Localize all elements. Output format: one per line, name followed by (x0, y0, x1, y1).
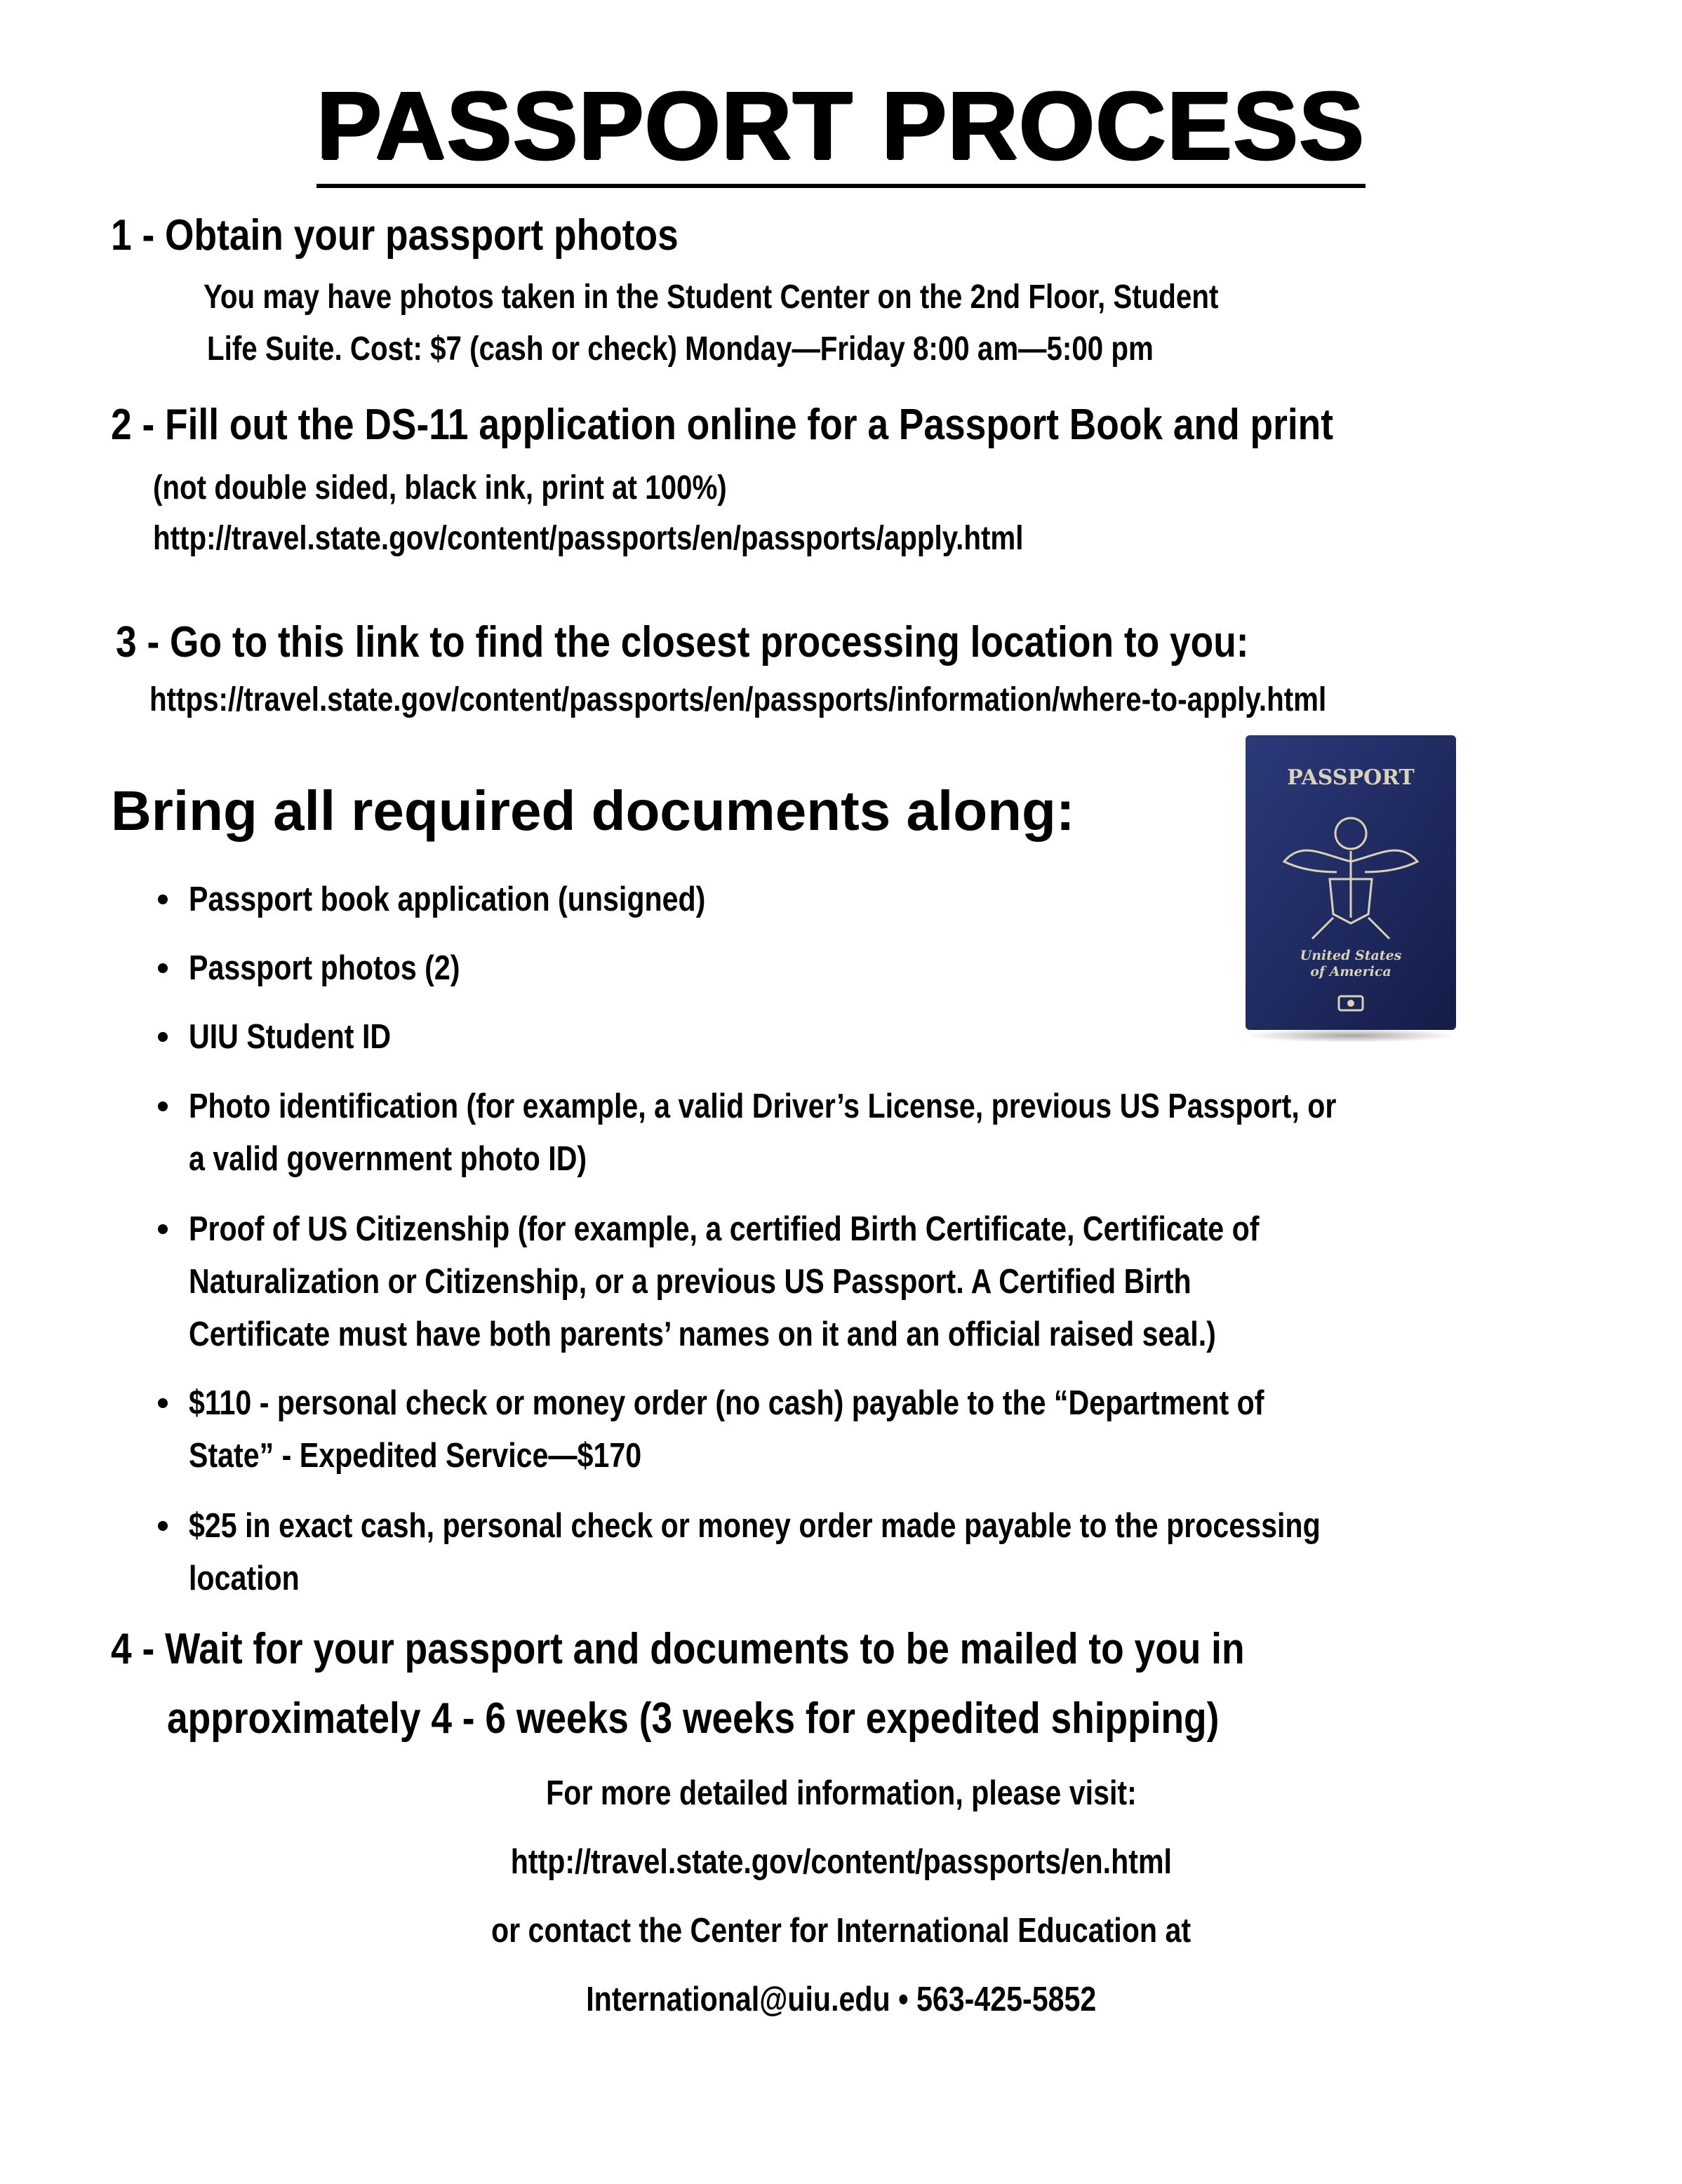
bullet-dot (158, 1032, 168, 1042)
step-2-note: (not double sided, black ink, print at 100%) (153, 469, 727, 507)
list-item-text: Proof of US Citizenship (for example, a certified Birth Certificate, Certificate of (189, 1210, 1260, 1248)
footer-contact-line: or contact the Center for International Education at (490, 1912, 1192, 1950)
bullet-dot (158, 1398, 168, 1408)
bullet-dot (158, 963, 168, 973)
list-item-text: Passport photos (2) (189, 949, 460, 987)
bullet-dot (158, 1521, 168, 1531)
step-3-heading: 3 - Go to this link to find the closest processing location to you: (116, 618, 1249, 666)
bullet-dot (158, 895, 168, 904)
list-item-text: Certificate must have both parents’ names on it and an official raised seal.) (189, 1315, 1216, 1353)
bullet-dot (158, 1224, 168, 1234)
step-2-heading: 2 - Fill out the DS-11 application online for a Passport Book and print (111, 401, 1333, 449)
bullet-dot (158, 1101, 168, 1111)
documents-heading: Bring all required documents along: (111, 779, 1075, 842)
list-item-text: Passport book application (unsigned) (189, 880, 706, 918)
step-3-location-link[interactable]: https://travel.state.gov/content/passports/en/passports/information/where-to-apply.html (149, 681, 1327, 718)
footer-info-line: For more detailed information, please visit: (545, 1774, 1137, 1812)
footer-contact-details[interactable]: International@uiu.edu • 563-425-5852 (585, 1981, 1097, 2018)
step-1-line-2: Life Suite. Cost: $7 (cash or check) Monday—Friday 8:00 am—5:00 pm (207, 330, 1154, 368)
page-title: PASSPORT PROCESS (0, 70, 1682, 182)
step-4-line-2: approximately 4 - 6 weeks (3 weeks for expedited shipping) (167, 1694, 1220, 1743)
list-item-text: $110 - personal check or money order (no cash) payable to the “Department of (189, 1384, 1264, 1422)
step-2-apply-link[interactable]: http://travel.state.gov/content/passports/en/passports/apply.html (153, 520, 1024, 557)
passport-word: PASSPORT (1287, 765, 1415, 790)
step-1-heading: 1 - Obtain your passport photos (111, 211, 679, 260)
list-item-text: a valid government photo ID) (189, 1140, 587, 1178)
list-item-text: location (189, 1560, 300, 1597)
footer-info-link[interactable]: http://travel.state.gov/content/passports/en.html (510, 1843, 1172, 1881)
list-item-text: UIU Student ID (189, 1018, 392, 1056)
passport-book-image (1246, 735, 1456, 1044)
list-item-text: State” - Expedited Service—$170 (189, 1437, 642, 1475)
step-4-line-1: 4 - Wait for your passport and documents to be mailed to you in (111, 1625, 1245, 1673)
list-item-text: Naturalization or Citizenship, or a previous US Passport. A Certified Birth (189, 1263, 1192, 1301)
step-1-line-1: You may have photos taken in the Student Center on the 2nd Floor, Student (203, 279, 1219, 316)
list-item-text: Photo identification (for example, a valid Driver’s License, previous US Passport, or (189, 1087, 1337, 1125)
passport-country-line-2: of America (1310, 964, 1391, 979)
passport-country-line-1: United States (1300, 948, 1402, 963)
list-item-text: $25 in exact cash, personal check or money order made payable to the processing (189, 1507, 1321, 1545)
